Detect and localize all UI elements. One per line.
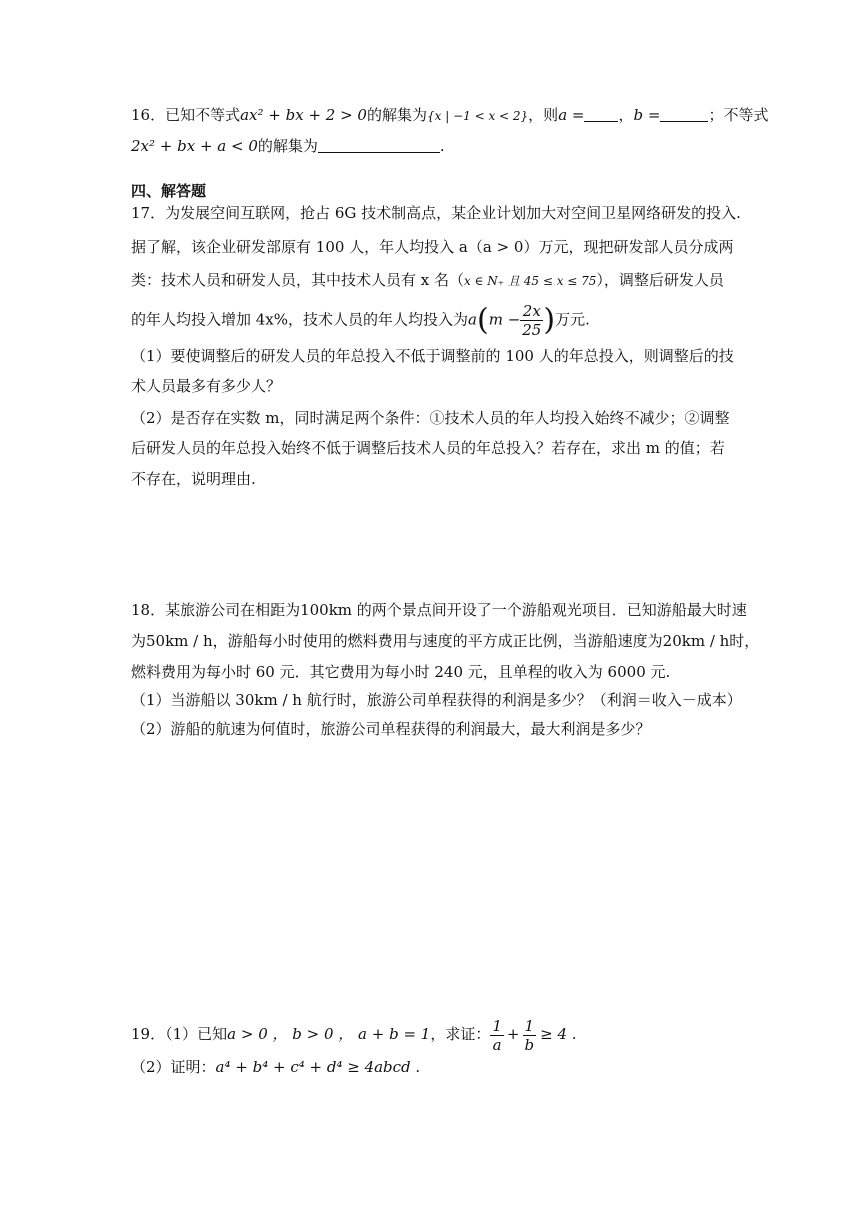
q17-part2-line3: 不存在，说明理由. [131,470,256,488]
q17-line3 [131,270,724,291]
q17-part1-line2: 术人员最多有多少人？ [131,377,282,395]
section-title: 四、解答题 [131,182,207,200]
q17-expr-m: m − [488,310,521,329]
q16-solution-set: {x | −1 < x < 2} [427,109,529,123]
q16-a-label: a = [558,106,585,124]
q16-text: 16．已知不等式 [131,106,241,124]
q17-line2: 据了解，该企业研发部原有 100 人，年人均投入 a（a > 0）万元，现把研发部人员分成两 [131,238,734,256]
q16-line1 [131,105,768,126]
q19-inequality: ≥ 4 . [540,1025,577,1043]
q18-line3: 燃料费用为每小时 60 元．其它费用为每小时 240 元，且单程的收入为 6000 元. [131,663,671,681]
q16-text: . [439,137,445,155]
fraction-denominator: b [524,1035,535,1054]
q18-line1: 18．某旅游公司在相距为100km 的两个景点间开设了一个游船观光项目．已知游船最大时速 [131,601,747,619]
q17-text: ），调整后研发人员 [596,271,724,289]
q17-part2-line1: （2）是否存在实数 m，同时满足两个条件：①技术人员的年人均投入始终不减少；②调整 [131,409,730,427]
q16-inequality: ax² + bx + 2 > 0 [240,106,367,124]
q19-text: （2）证明： [131,1058,216,1076]
fraction-denominator: 25 [522,321,542,339]
fraction-numerator: 1 [523,1017,537,1036]
q16-text: 的解集为 [366,106,427,124]
q17-condition: x ∈ N₊ 且 45 ≤ x ≤ 75 [464,274,597,288]
q17-part1-line1: （1）要使调整后的研发人员的年总投入不低于调整前的 100 人的年总投入，则调整后的技 [131,347,734,365]
q17-part2-line2: 后研发人员的年总投入始终不低于调整后技术人员的年总投入？若存在，求出 m 的值；若 [131,439,725,457]
q18-line2: 为50km / h，游船每小时使用的燃料费用与速度的平方成正比例，当游船速度为20km / h时， [131,632,760,650]
right-paren: ) [543,302,556,338]
q16-answer-blank [318,138,440,153]
q16-text: ，则 [528,106,559,124]
q17-expr-a: a [468,310,477,329]
q16-inequality-2: 2x² + bx + a < 0 [131,137,258,155]
q19-text: ，求证： [430,1025,491,1043]
q17-line4 [131,302,590,339]
q17-line1: 17．为发展空间互联网，抢占 6G 技术制高点，某企业计划加大对空间卫星网络研发的投入. [131,204,741,222]
q16-text: 的解集为 [257,137,318,155]
q16-text: ， [618,106,634,124]
q16-text: ；不等式 [708,106,769,124]
q17-text: 类：技术人员和研发人员，其中技术人员有 x 名（ [131,271,464,289]
plus-sign: + [506,1025,520,1043]
q16-line2 [131,136,445,156]
q17-fraction [520,302,543,339]
q18-part2: （2）游船的航速为何值时，旅游公司单程获得的利润最大，最大利润是多少？ [131,720,651,738]
fraction-numerator: 2x [520,302,543,321]
q18-part1: （1）当游船以 30km / h 航行时，旅游公司单程获得的利润是多少？（利润＝收入－成本） [131,691,742,709]
q16-b-label: b = [633,106,661,124]
q17-text: 的年人均投入增加 4x%，技术人员的年人均投入为 [131,310,469,329]
q19-text: 19．（1）已知 [131,1025,228,1043]
q19-fraction-1 [490,1017,504,1054]
fraction-denominator: a [492,1035,502,1054]
q19-line2 [131,1057,420,1077]
q16-a-blank [584,107,618,122]
left-paren: ( [476,302,489,338]
q19-proof-inequality: a⁴ + b⁴ + c⁴ + d⁴ ≥ 4abcd . [215,1058,421,1076]
q19-line1 [131,1014,577,1054]
q19-fraction-2 [523,1017,537,1054]
fraction-numerator: 1 [492,1016,502,1035]
q19-condition: a > 0 ， b > 0 ， a + b = 1 [227,1025,431,1043]
q17-text: 万元. [555,310,590,329]
q16-b-blank [660,107,708,122]
